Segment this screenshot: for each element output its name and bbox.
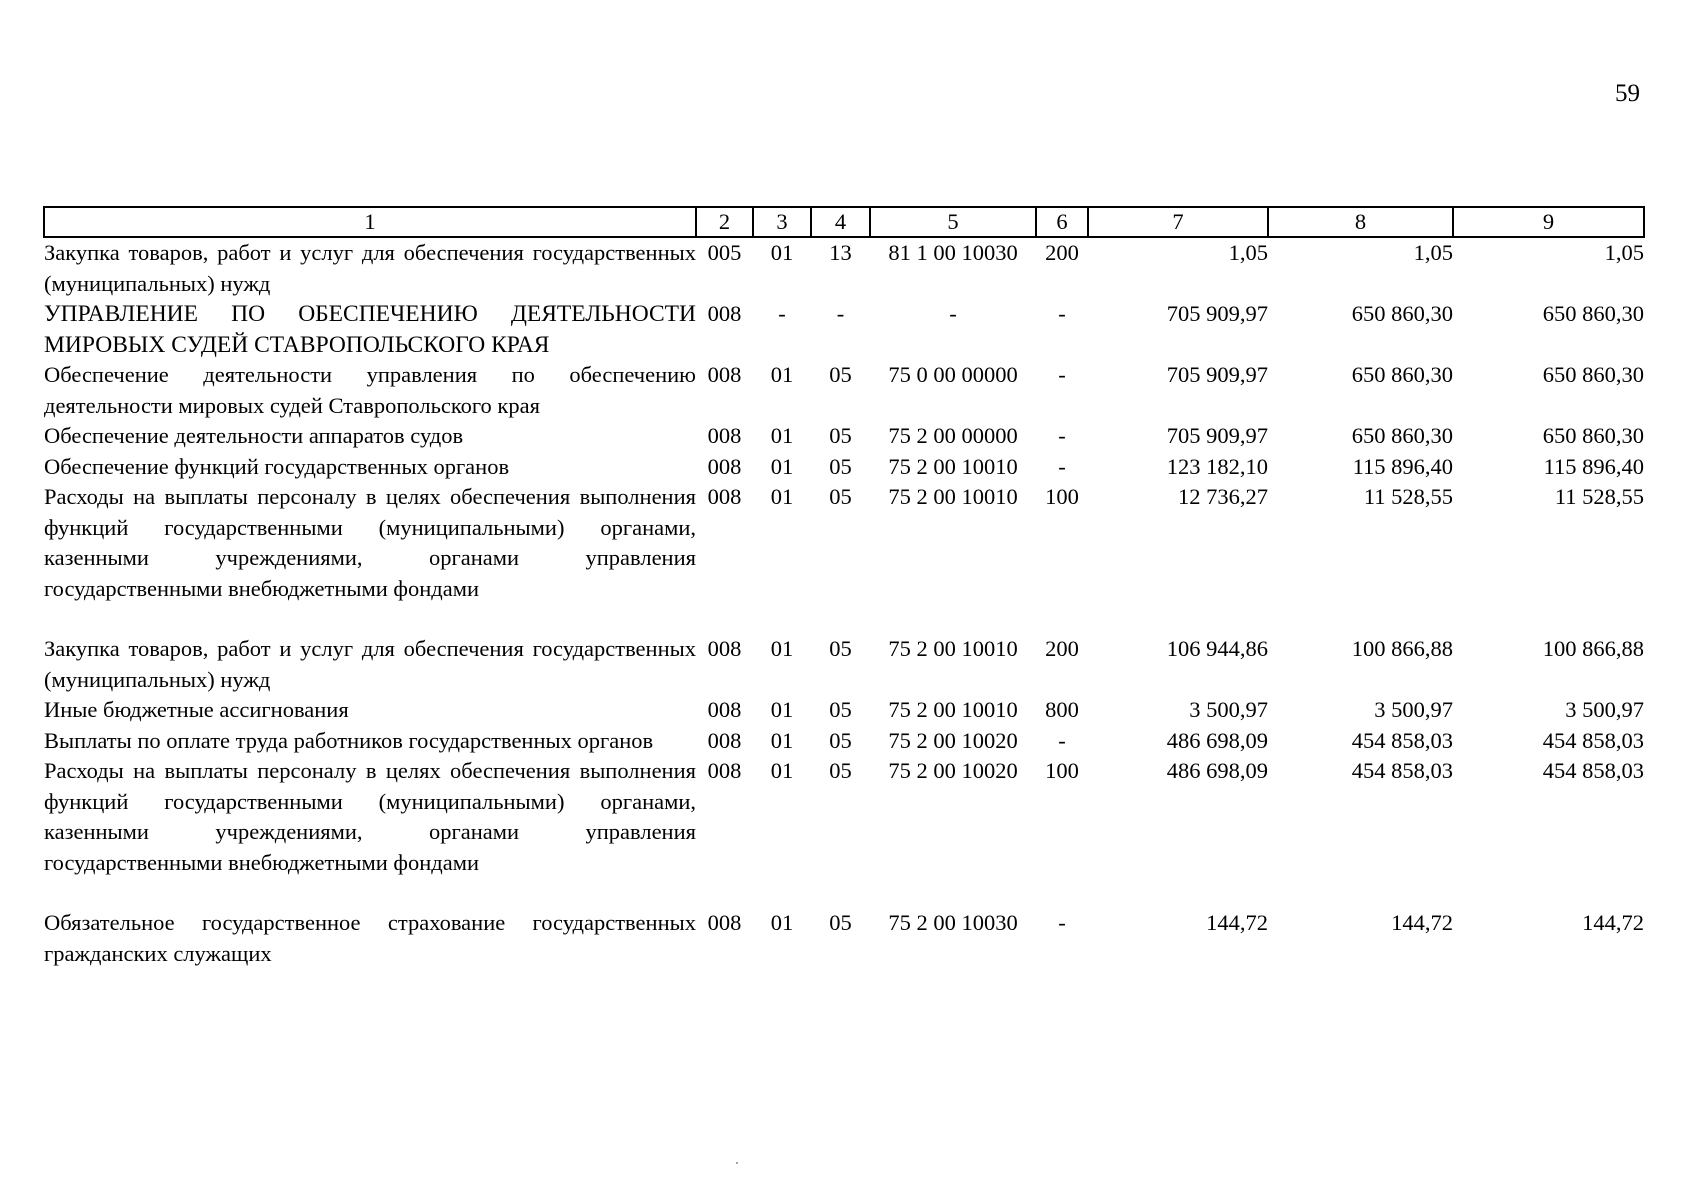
table-row — [44, 299, 1644, 360]
row-name: Обеспечение функций государственных органов — [44, 453, 510, 479]
row-amount-col8: 11 528,55 — [1363, 484, 1453, 509]
row-amount-col7: 123 182,10 — [1166, 453, 1268, 479]
row-name: УПРАВЛЕНИЕ ПО ОБЕСПЕЧЕНИЮ ДЕЯТЕЛЬНОСТИ МИРОВЫХ СУДЕЙ СТАВРОПОЛЬСКОГО КРАЯ — [44, 301, 696, 358]
row-code-expense-type: - — [1058, 910, 1066, 935]
table-header — [44, 207, 1644, 237]
header-col-4: 4 — [811, 207, 870, 237]
row-code-subsection: 05 — [829, 758, 852, 783]
row-amount-col9: 650 860,30 — [1542, 301, 1644, 326]
row-amount-col7: 106 944,86 — [1166, 636, 1268, 661]
row-code-section: 01 — [770, 758, 794, 783]
row-code-target: 75 2 00 10010 — [888, 453, 1018, 479]
row-code-ministry: 008 — [707, 301, 742, 326]
row-code-section: 01 — [770, 240, 794, 265]
table-row — [44, 726, 1644, 757]
row-code-section: 01 — [770, 636, 794, 661]
row-code-target: 75 2 00 10020 — [888, 758, 1018, 783]
row-code-section: 01 — [770, 484, 794, 509]
row-code-section: 01 — [770, 453, 794, 479]
row-code-target: 75 2 00 10020 — [888, 727, 1018, 753]
row-amount-col9: 454 858,03 — [1542, 727, 1644, 753]
row-code-section: - — [778, 301, 786, 326]
row-amount-col8: 115 896,40 — [1352, 453, 1453, 479]
header-row — [44, 207, 1644, 237]
row-amount-col9: 11 528,55 — [1554, 484, 1644, 509]
row-code-ministry: 008 — [707, 697, 742, 722]
row-code-target: 75 2 00 10030 — [888, 910, 1018, 935]
row-code-ministry: 008 — [707, 484, 742, 509]
row-code-expense-type: 100 — [1045, 758, 1079, 783]
row-amount-col7: 3 500,97 — [1189, 697, 1268, 722]
row-name: Обеспечение деятельности управления по обеспечению деятельности мировых судей Ставропольского края — [44, 362, 696, 418]
header-col-2: 2 — [696, 207, 753, 237]
row-code-ministry: 008 — [707, 423, 742, 448]
row-code-subsection: 05 — [829, 484, 852, 509]
header-col-5: 5 — [870, 207, 1036, 237]
row-code-ministry: 008 — [707, 910, 742, 935]
row-code-subsection: 05 — [829, 362, 852, 387]
row-amount-col7: 705 909,97 — [1166, 423, 1268, 448]
row-code-target: 75 2 00 10010 — [888, 484, 1018, 509]
row-code-subsection: 05 — [829, 910, 852, 935]
row-amount-col8: 454 858,03 — [1351, 758, 1453, 783]
row-code-subsection: 05 — [829, 727, 852, 753]
row-code-ministry: 008 — [707, 636, 742, 661]
row-code-section: 01 — [770, 362, 794, 387]
row-code-section: 01 — [770, 423, 794, 448]
table-row — [44, 695, 1644, 726]
header-col-3: 3 — [753, 207, 811, 237]
row-code-subsection: 05 — [829, 423, 852, 448]
row-code-section: 01 — [770, 910, 794, 935]
row-code-expense-type: - — [1058, 301, 1066, 326]
row-amount-col8: 650 860,30 — [1351, 423, 1453, 448]
table-body — [44, 237, 1644, 969]
row-spacer — [44, 878, 1644, 908]
row-name: Иные бюджетные ассигнования — [44, 697, 349, 722]
row-name: Выплаты по оплате труда работников государственных органов — [44, 727, 654, 753]
row-amount-col9: 3 500,97 — [1565, 697, 1644, 722]
header-col-1: 1 — [44, 207, 696, 237]
table-row — [44, 908, 1644, 969]
row-amount-col8: 3 500,97 — [1374, 697, 1453, 722]
row-amount-col7: 705 909,97 — [1166, 301, 1268, 326]
row-amount-col9: 115 896,40 — [1543, 453, 1644, 479]
row-amount-col7: 486 698,09 — [1166, 727, 1268, 753]
row-code-expense-type: - — [1058, 362, 1066, 387]
row-amount-col8: 650 860,30 — [1351, 362, 1453, 387]
row-code-target: - — [949, 301, 957, 326]
row-code-section: 01 — [770, 697, 794, 722]
table-row — [44, 452, 1644, 483]
row-code-expense-type: 200 — [1045, 636, 1079, 661]
header-col-8: 8 — [1268, 207, 1453, 237]
row-amount-col8: 650 860,30 — [1351, 301, 1453, 326]
row-code-ministry: 008 — [707, 727, 742, 753]
row-code-target: 75 2 00 00000 — [888, 423, 1018, 448]
row-amount-col7: 144,72 — [1206, 910, 1268, 935]
table-row — [44, 421, 1644, 452]
table-row — [44, 482, 1644, 604]
table-row — [44, 756, 1644, 878]
row-code-subsection: 05 — [829, 697, 852, 722]
header-col-9: 9 — [1453, 207, 1644, 237]
row-code-expense-type: - — [1058, 727, 1066, 753]
row-code-ministry: 005 — [707, 240, 742, 265]
row-amount-col8: 1,05 — [1413, 240, 1453, 265]
row-amount-col9: 650 860,30 — [1542, 362, 1644, 387]
row-amount-col9: 1,05 — [1604, 240, 1644, 265]
row-name: Обязательное государственное страхование государственных гражданских служащих — [44, 910, 696, 966]
row-code-expense-type: 200 — [1045, 240, 1079, 265]
row-code-subsection: 05 — [829, 453, 852, 479]
row-amount-col7: 12 736,27 — [1178, 484, 1268, 509]
table-row — [44, 360, 1644, 421]
table-row — [44, 634, 1644, 695]
row-code-target: 81 1 00 10030 — [888, 240, 1018, 265]
row-name: Закупка товаров, работ и услуг для обеспечения государственных (муниципальных) нужд — [44, 636, 696, 692]
row-code-target: 75 0 00 00000 — [888, 362, 1018, 387]
row-code-expense-type: - — [1058, 423, 1066, 448]
row-code-ministry: 008 — [707, 758, 742, 783]
row-amount-col7: 486 698,09 — [1166, 758, 1268, 783]
row-code-target: 75 2 00 10010 — [888, 697, 1018, 722]
row-name: Обеспечение деятельности аппаратов судов — [44, 423, 464, 448]
row-code-ministry: 008 — [707, 362, 742, 387]
budget-table — [43, 206, 1645, 969]
row-code-subsection: - — [836, 301, 845, 326]
row-code-expense-type: 100 — [1045, 484, 1079, 509]
page-number: 59 — [1615, 80, 1640, 107]
row-code-subsection: 13 — [829, 240, 852, 265]
row-code-expense-type: - — [1058, 453, 1066, 479]
row-code-section: 01 — [770, 727, 794, 753]
row-amount-col8: 100 866,88 — [1351, 636, 1453, 661]
header-col-6: 6 — [1036, 207, 1088, 237]
row-amount-col9: 454 858,03 — [1542, 758, 1644, 783]
row-spacer — [44, 604, 1644, 634]
row-name: Закупка товаров, работ и услуг для обеспечения государственных (муниципальных) нужд — [44, 240, 696, 296]
row-amount-col9: 650 860,30 — [1542, 423, 1644, 448]
header-col-7: 7 — [1088, 207, 1268, 237]
row-amount-col8: 454 858,03 — [1351, 727, 1453, 753]
row-code-expense-type: 800 — [1045, 697, 1079, 722]
row-code-target: 75 2 00 10010 — [888, 636, 1018, 661]
row-code-subsection: 05 — [829, 636, 852, 661]
scan-speck — [736, 1162, 738, 1164]
table-row — [44, 237, 1644, 299]
row-amount-col9: 144,72 — [1582, 910, 1644, 935]
row-name: Расходы на выплаты персоналу в целях обеспечения выполнения функций государственными (муниципальными) органами, казенными учреждениями, органами управления государственными внебюджетными фондами — [44, 758, 696, 875]
row-amount-col7: 1,05 — [1228, 240, 1268, 265]
row-amount-col9: 100 866,88 — [1542, 636, 1644, 661]
row-amount-col7: 705 909,97 — [1166, 362, 1268, 387]
row-amount-col8: 144,72 — [1391, 910, 1453, 935]
row-code-ministry: 008 — [707, 453, 742, 479]
row-name: Расходы на выплаты персоналу в целях обеспечения выполнения функций государственными (муниципальными) органами, казенными учреждениями, органами управления государственными внебюджетными фондами — [44, 484, 696, 601]
